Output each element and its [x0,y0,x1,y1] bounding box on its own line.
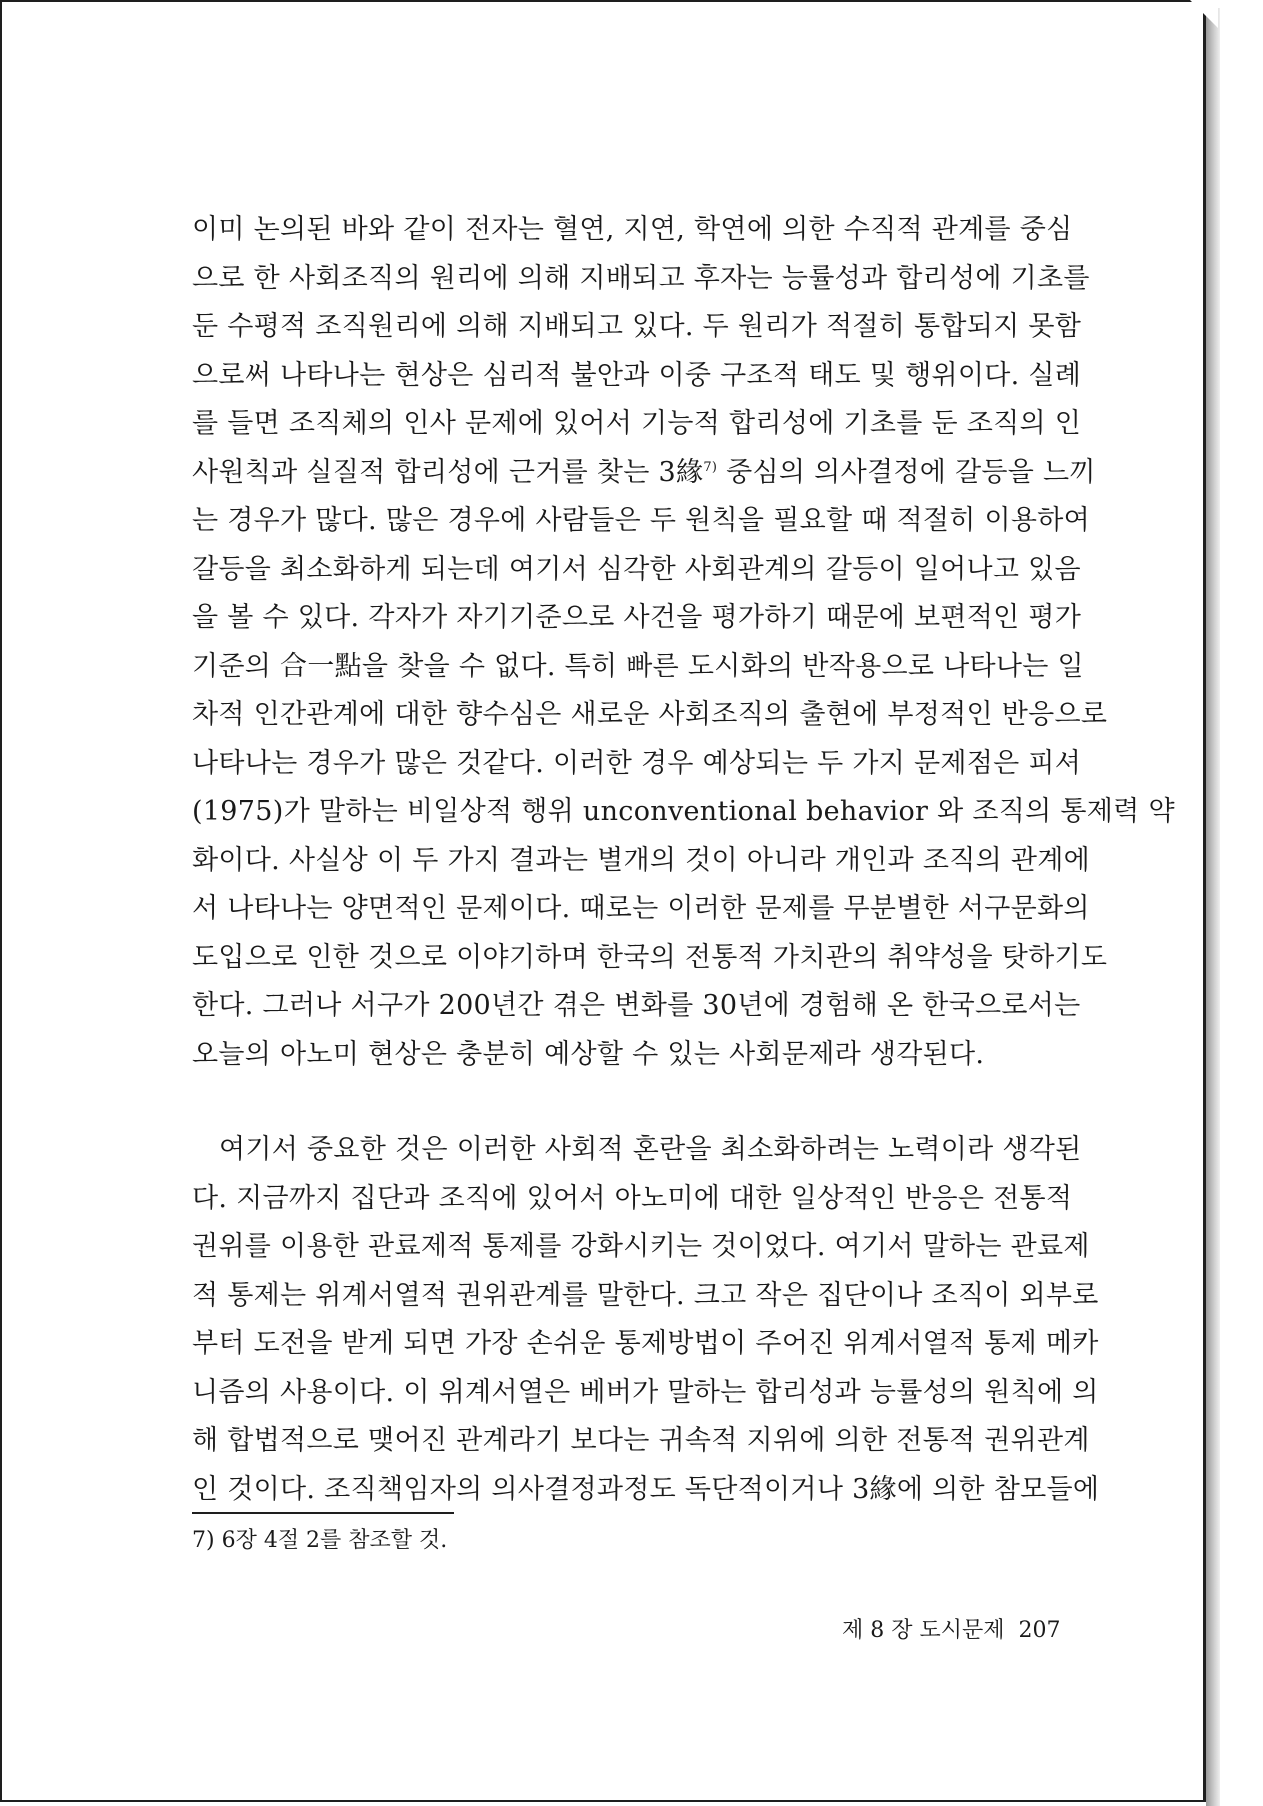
footnote: 7) 6장 4절 2를 참조할 것. [192,1528,448,1553]
text-line: 으로써 나타나는 현상은 심리적 불안과 이중 구조적 태도 및 행위이다. 실례 [192,359,1082,391]
text-line: 차적 인간관계에 대한 향수심은 새로운 사회조직의 출현에 부정적인 반응으로 [192,699,1108,730]
text-line: 둔 수평적 조직원리에 의해 지배되고 있다. 두 원리가 적절히 통합되지 못함 [192,311,1082,342]
paragraph-gap [192,1079,1072,1126]
page-edge-shadow [1206,8,1220,1806]
footnote-marker: 7) [703,459,718,475]
running-footer [842,1616,1061,1646]
text-line: 적 통제는 위계서열적 권위관계를 말한다. 크고 작은 집단이나 조직이 외부로 [192,1279,1099,1311]
paragraph-1 [192,206,1175,1079]
text-line: 도입으로 인한 것으로 이야기하며 한국의 전통적 가치관의 취약성을 탓하기도 [192,941,1108,973]
text-line: 해 합법적으로 맺어진 관계라기 보다는 귀속적 지위에 의한 전통적 권위관계 [192,1425,1090,1456]
paragraph-2 [192,1126,1100,1514]
text-line: 를 들면 조직체의 인사 문제에 있어서 기능적 합리성에 기초를 둔 조직의 인 [192,408,1082,439]
chapter-title: 제 8 장 도시문제 [842,1618,1005,1643]
text-line: 오늘의 아노미 현상은 충분히 예상할 수 있는 사회문제라 생각된다. [192,1038,985,1070]
text-line: 기준의 合一點을 찾을 수 없다. 특히 빠른 도시화의 반작용으로 나타나는 일 [192,650,1084,682]
text-line: 으로 한 사회조직의 원리에 의해 지배되고 후자는 능률성과 합리성에 기초를 [192,262,1090,294]
text-line: 서 나타나는 양면적인 문제이다. 때로는 이러한 문제를 무분별한 서구문화의 [192,893,1090,924]
text-line: 화이다. 사실상 이 두 가지 결과는 별개의 것이 아니라 개인과 조직의 관계에 [192,844,1091,876]
page-corner-fold [1190,0,1218,28]
text-line: 부터 도전을 받게 되면 가장 손쉬운 통제방법이 주어진 위계서열적 통제 메카 [192,1328,1099,1359]
text-line: 는 경우가 많다. 많은 경우에 사람들은 두 원칙을 필요할 때 적절히 이용하여 [192,505,1091,536]
text-line: 갈등을 최소화하게 되는데 여기서 심각한 사회관계의 갈등이 일어나고 있음 [192,553,1081,585]
text-line-with-footnote [192,449,1096,498]
text-line: (1975)가 말하는 비일상적 행위 unconventional behavior 와 조직의 통제력 약 [192,796,1175,827]
text-line: 다. 지금까지 집단과 조직에 있어서 아노미에 대한 일상적인 반응은 전통적 [192,1182,1073,1214]
text-fragment: 사원칙과 실질적 합리성에 근거를 찾는 3緣 [192,456,704,488]
text-line: 한다. 그러나 서구가 200년간 겪은 변화를 30년에 경험해 온 한국으로서는 [192,990,1081,1021]
footnote-divider [192,1512,454,1514]
text-line: 나타나는 경우가 많은 것같다. 이러한 경우 예상되는 두 가지 문제점은 피셔 [192,747,1082,779]
text-line: 니즘의 사용이다. 이 위계서열은 베버가 말하는 합리성과 능률성의 원칙에 의 [192,1376,1099,1408]
text-line: 여기서 중요한 것은 이러한 사회적 혼란을 최소화하려는 노력이라 생각된 [219,1134,1082,1165]
text-line: 인 것이다. 조직책임자의 의사결정과정도 독단적이거나 3緣에 의한 참모들에 [192,1473,1100,1505]
text-fragment: 중심의 의사결정에 갈등을 느끼 [726,456,1096,488]
page-number: 207 [1018,1618,1061,1643]
text-line: 이미 논의된 바와 같이 전자는 혈연, 지연, 학연에 의한 수직적 관계를 중심 [192,214,1073,245]
body-text [192,206,1175,1514]
text-line: 을 볼 수 있다. 각자가 자기기준으로 사건을 평가하기 때문에 보편적인 평가 [192,602,1082,633]
text-line: 권위를 이용한 관료제적 통제를 강화시키는 것이었다. 여기서 말하는 관료제 [192,1231,1090,1262]
